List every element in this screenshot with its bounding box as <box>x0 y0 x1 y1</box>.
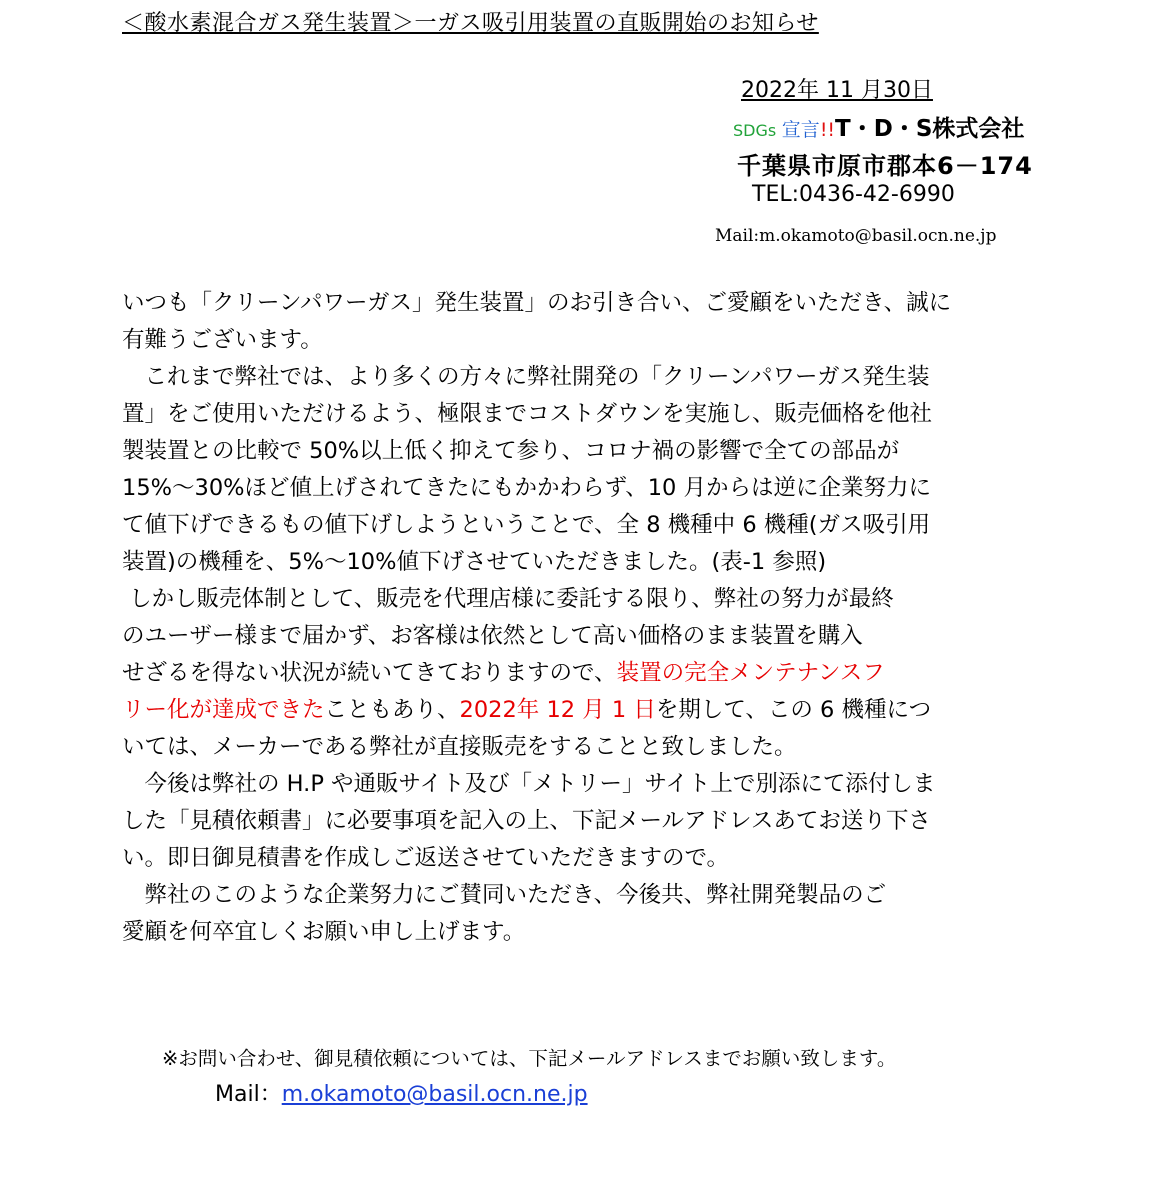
exclamation-mark: !! <box>819 119 836 141</box>
body-line: した「見積依頼書」に必要事項を記入の上、下記メールアドレスあてお送り下さ <box>122 808 931 834</box>
body-text: こともあり、 <box>324 697 460 723</box>
company-mail: Mail:m.okamoto@basil.ocn.ne.jp <box>715 226 997 246</box>
email-link[interactable]: m.okamoto@basil.ocn.ne.jp <box>281 1082 588 1107</box>
company-address: 千葉県市原市郡本6－174 <box>737 152 1033 180</box>
company-tel: TEL:0436-42-6990 <box>752 182 955 207</box>
body-text: を期して、この 6 機種につ <box>655 697 932 723</box>
body-line: い。即日御見積書を作成しご返送させていただきますので。 <box>122 845 730 871</box>
company-line <box>733 110 1024 143</box>
body-text: せざるを得ない状況が続いてきておりますので、 <box>122 660 617 686</box>
highlight-date: 2022年 12 月 1 日 <box>459 697 656 723</box>
body-line: 置」をご使用いただけるよう、極限までコストダウンを実施し、販売価格を他社 <box>122 401 933 427</box>
body-line: 装置)の機種を、5%～10%値下げさせていただきました。(表-1 参照) <box>122 549 827 575</box>
body-line: 愛顧を何卒宜しくお願い申し上げます。 <box>122 919 526 945</box>
sdgs-label: SDGs <box>733 121 777 140</box>
body-line: いては、メーカーである弊社が直接販売をすることと致しました。 <box>122 734 797 760</box>
body-line: 製装置との比較で 50%以上低く抑えて参り、コロナ禍の影響で全ての部品が <box>122 438 900 464</box>
issue-date: 2022年 11 月30日 <box>741 78 933 103</box>
highlight-text: 装置の完全メンテナンスフ <box>616 660 885 686</box>
company-name: T・D・S株式会社 <box>835 116 1025 142</box>
sengen-label: 宣言 <box>781 119 820 141</box>
contact-note: ※お問い合わせ、御見積依頼については、下記メールアドレスまでお願い致します。 <box>162 1047 897 1070</box>
letter-body <box>122 285 1062 951</box>
body-line: 弊社のこのような企業努力にご賛同いただき、今後共、弊社開発製品のご <box>122 882 887 908</box>
body-line: 15%～30%ほど値上げされてきたにもかかわらず、10 月からは逆に企業努力に <box>122 475 932 501</box>
body-line: しかし販売体制として、販売を代理店様に委託する限り、弊社の努力が最終 <box>122 586 894 612</box>
highlight-text: リー化が達成できた <box>122 697 325 723</box>
body-line: 有難うございます。 <box>122 327 323 353</box>
footer-mail <box>215 1077 588 1108</box>
body-line: いつも「クリーンパワーガス」発生装置」のお引き合い、ご愛顧をいただき、誠に <box>122 290 952 316</box>
page-title: ＜酸水素混合ガス発生装置＞一ガス吸引用装置の直販開始のお知らせ <box>122 11 819 36</box>
body-line: のユーザー様まで届かず、お客様は依然として高い価格のまま装置を購入 <box>122 623 863 649</box>
mail-label: Mail： <box>215 1082 282 1107</box>
body-line <box>122 692 1062 729</box>
body-line <box>122 655 1062 692</box>
body-line: 今後は弊社の H.P や通販サイト及び「メトリー」サイト上で別添にて添付しま <box>122 771 936 797</box>
body-line: これまで弊社では、より多くの方々に弊社開発の「クリーンパワーガス発生装 <box>122 364 930 390</box>
body-line: て値下げできるもの値下げしようということで、全 8 機種中 6 機種(ガス吸引用 <box>122 512 931 538</box>
